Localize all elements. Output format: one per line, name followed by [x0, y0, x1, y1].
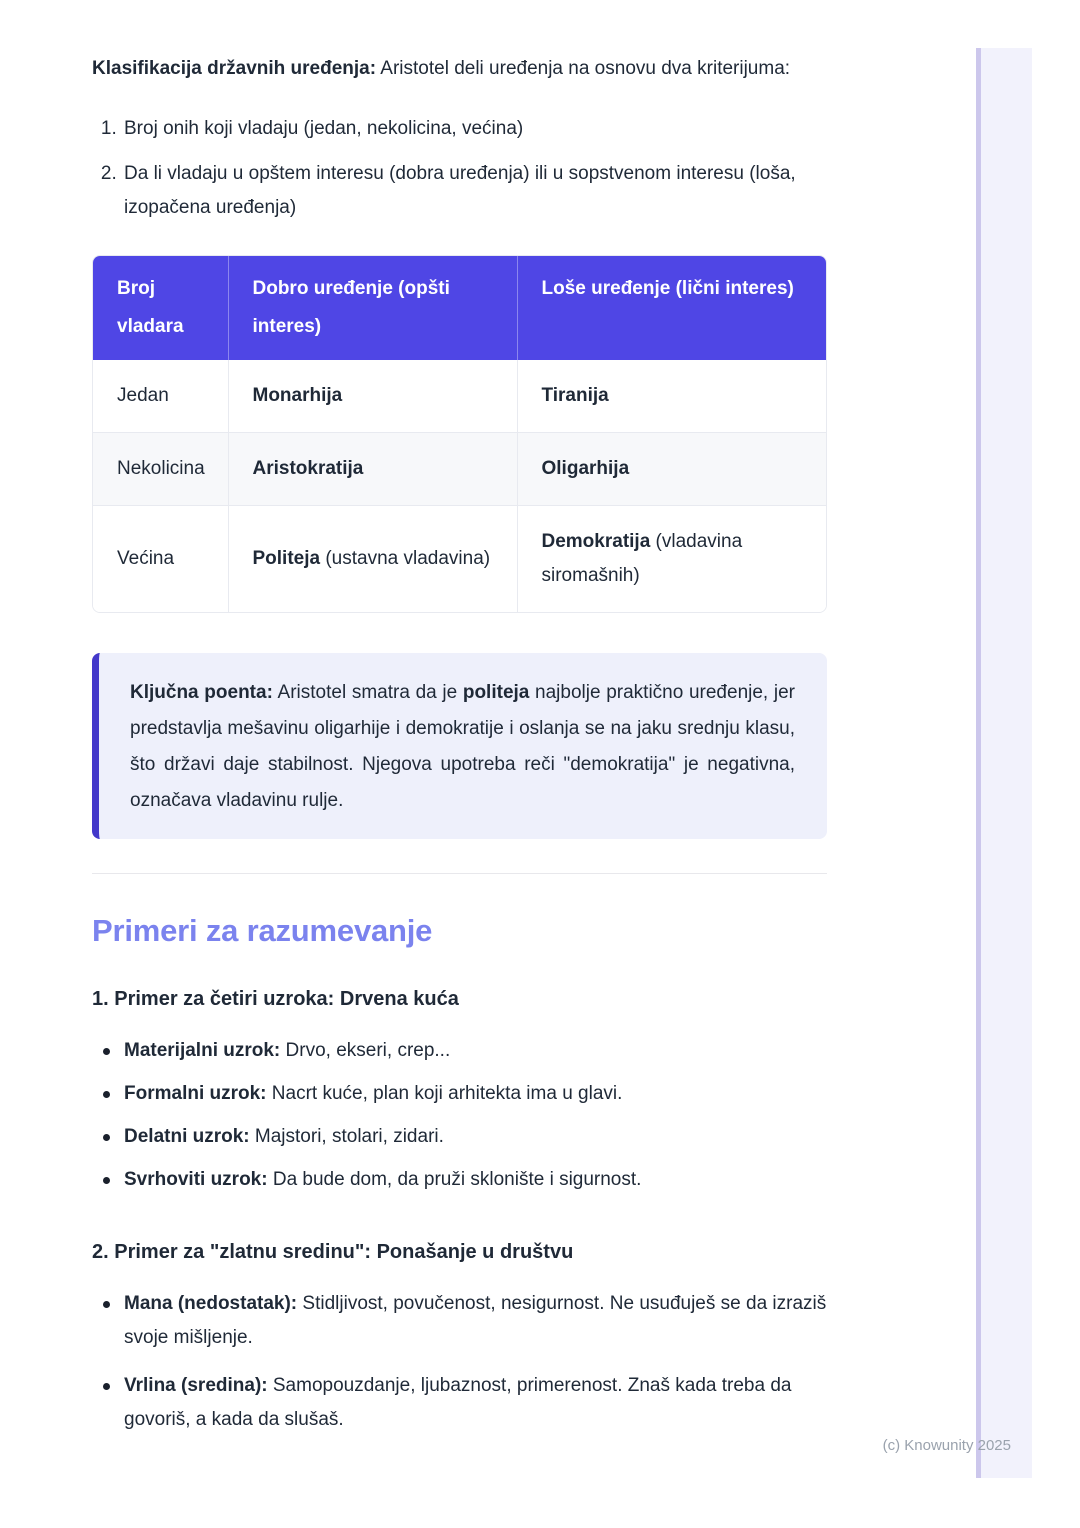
- bullet-icon: [103, 1383, 110, 1390]
- example-2-list: [92, 1287, 827, 1437]
- section-divider: [92, 873, 827, 874]
- table-cell-rulers: Nekolicina: [93, 433, 228, 506]
- classification-table-card: [92, 255, 827, 613]
- table-cell-good: [228, 506, 517, 613]
- page-edge-stripe: [976, 48, 1032, 1478]
- table-cell-good: [228, 433, 517, 506]
- criteria-item-1: 1. Broj onih koji vladaju (jedan, nekolicina, većina): [122, 112, 827, 146]
- table-cell-bad-term: Demokratija: [541, 531, 651, 552]
- list-item-lead: Materijalni uzrok:: [124, 1040, 281, 1061]
- list-item: [124, 1287, 827, 1355]
- key-point-emphasis: politeja: [462, 682, 530, 703]
- list-item-text: Da bude dom, da pruži sklonište i sigurnost.: [267, 1169, 642, 1190]
- list-item: [124, 1163, 827, 1197]
- list-item: [124, 1034, 827, 1068]
- list-item-lead: Formalni uzrok:: [124, 1083, 267, 1104]
- example-1-list: [92, 1034, 827, 1197]
- bullet-icon: [103, 1301, 110, 1308]
- classification-table: [93, 256, 826, 612]
- criteria-item-2: 2. Da li vladaju u opštem interesu (dobra uređenja) ili u sopstvenom interesu (loša, izopačena uređenja): [122, 157, 827, 225]
- table-cell-bad: [517, 506, 826, 613]
- list-item: [124, 1120, 827, 1154]
- table-cell-bad-note: (vladavina siromašnih): [541, 531, 743, 586]
- table-header-rulers: Broj vladara: [93, 256, 228, 360]
- table-cell-rulers: Jedan: [93, 360, 228, 433]
- list-item-text: Majstori, stolari, zidari.: [249, 1126, 444, 1147]
- key-point-t2: najbolje praktično uređenje, jer predstavlja mešavinu oligarhije i demokratije i oslanja se na jaku srednju klasu, što državi daje stabilnost. Njegova upotreba reči "demokratija" je negativna, označava vladavinu rulje.: [130, 682, 795, 811]
- bullet-icon: [103, 1048, 110, 1055]
- table-header-row: [93, 256, 826, 360]
- watermark: (c) Knowunity 2025: [882, 1437, 1011, 1454]
- table-row: [93, 506, 826, 613]
- list-item-lead: Mana (nedostatak):: [124, 1293, 298, 1314]
- table-cell-good-term: Politeja: [252, 548, 321, 569]
- criteria-list: [92, 112, 827, 225]
- key-point-text: [130, 675, 795, 819]
- table-cell-good-term: Monarhija: [252, 385, 343, 406]
- table-cell-bad-term: Tiranija: [541, 385, 609, 406]
- section-title: Primeri za razumevanje: [92, 913, 433, 948]
- table-row: [93, 433, 826, 506]
- table-row: [93, 360, 826, 433]
- table-cell-bad: [517, 360, 826, 433]
- table-cell-good: [228, 360, 517, 433]
- intro-lead: Klasifikacija državnih uređenja:: [92, 58, 377, 79]
- bullet-icon: [103, 1177, 110, 1184]
- list-item: [124, 1369, 827, 1437]
- bullet-icon: [103, 1091, 110, 1098]
- list-item: [124, 1077, 827, 1111]
- table-cell-good-term: Aristokratija: [252, 458, 364, 479]
- key-point-t1: Aristotel smatra da je: [272, 682, 463, 703]
- key-point-lead: Ključna poenta:: [130, 682, 273, 703]
- table-header-good: Dobro uređenje (opšti interes): [228, 256, 517, 360]
- list-item-lead: Delatni uzrok:: [124, 1126, 250, 1147]
- document-content: [92, 52, 827, 1437]
- intro-paragraph: [92, 52, 827, 86]
- example-1-heading: 1. Primer za četiri uzroka: Drvena kuća: [92, 988, 459, 1010]
- list-item-text: Drvo, ekseri, crep...: [280, 1040, 451, 1061]
- table-cell-good-note: (ustavna vladavina): [320, 548, 491, 569]
- table-cell-bad: [517, 433, 826, 506]
- key-point-callout: [92, 653, 827, 839]
- table-cell-rulers: Većina: [93, 506, 228, 613]
- list-item-text: Samopouzdanje, ljubaznost, primerenost. Znaš kada treba da govoriš, a kada da slušaš.: [124, 1375, 792, 1430]
- list-item-lead: Vrlina (sredina):: [124, 1375, 268, 1396]
- list-item-text: Nacrt kuće, plan koji arhitekta ima u glavi.: [266, 1083, 623, 1104]
- list-item-lead: Svrhoviti uzrok:: [124, 1169, 268, 1190]
- example-2-heading: 2. Primer za "zlatnu sredinu": Ponašanje u društvu: [92, 1241, 574, 1263]
- bullet-icon: [103, 1134, 110, 1141]
- table-header-bad: Loše uređenje (lični interes): [517, 256, 826, 360]
- table-cell-bad-term: Oligarhija: [541, 458, 630, 479]
- list-item-text: Stidljivost, povučenost, nesigurnost. Ne usuđuješ se da izraziš svoje mišljenje.: [124, 1293, 827, 1348]
- intro-text: Aristotel deli uređenja na osnovu dva kriterijuma:: [376, 58, 791, 79]
